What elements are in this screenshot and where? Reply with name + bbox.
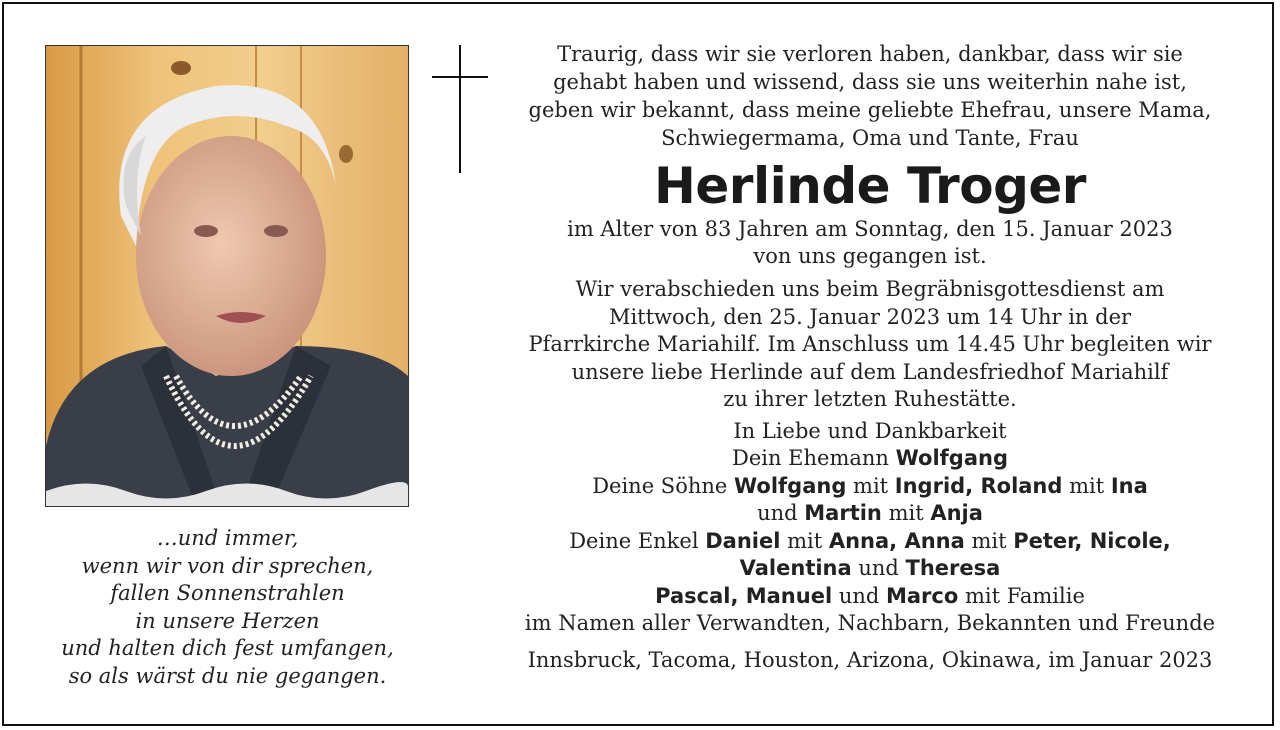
deceased-name: Herlinde Troger [654,157,1086,215]
portrait-photo [45,45,409,507]
service-line: Pfarrkirche Mariahilf. Im Anschluss um 14.45 Uhr begleiten wir [528,332,1212,356]
family-line [505,555,1235,583]
service-line: Wir verabschieden uns beim Begräbnisgottesdienst am [575,277,1165,301]
family-member-name: Wolfgang [895,446,1008,470]
family-member-name: Anna, Anna [828,528,965,553]
age-line: von uns gegangen ist. [753,244,987,268]
poem-line: …und immer, [156,526,299,550]
family-line [505,445,1235,473]
age-paragraph [505,216,1235,270]
poem-line: und halten dich fest umfangen, [61,636,394,660]
latin-cross-icon [432,45,490,173]
family-text: Dein Ehemann [732,446,896,470]
poem-line: fallen Sonnenstrahlen [110,581,345,605]
family-member-name: Anja [930,501,983,525]
family-member-name: Martin [804,501,882,525]
poem-line: in unsere Herzen [135,608,320,633]
family-text: mit [846,473,895,498]
family-text: mit [881,501,931,525]
family-signatures [505,418,1235,638]
family-line [505,473,1235,501]
obituary-text [505,40,1235,674]
family-text: und [757,501,805,525]
family-member-name: Wolfgang [734,473,847,498]
intro-line: Traurig, dass wir sie verloren haben, dankbar, dass wir sie [557,42,1183,66]
service-line: zu ihrer letzten Ruhestätte. [723,387,1017,411]
family-text: mit [1062,473,1111,498]
family-text: mit Familie [958,583,1085,608]
family-member-name: Ingrid, Roland [894,473,1063,498]
family-member-name: Daniel [705,528,781,553]
family-member-name: Pascal, Manuel [655,583,833,608]
family-text: und [832,583,886,608]
intro-line: gehabt haben und wissend, dass sie uns weiterhin nahe ist, [553,70,1187,94]
poem-line: wenn wir von dir sprechen, [81,553,374,578]
poem-line: so als wärst du nie gegangen. [68,663,387,688]
intro-paragraph [505,40,1235,152]
intro-line: geben wir bekannt, dass meine geliebte Ehefrau, unsere Mama, [528,98,1212,122]
family-member-name: Peter, Nicole, [1013,528,1171,553]
age-line: im Alter von 83 Jahren am Sonntag, den 15. Januar 2023 [567,217,1173,241]
family-member-name: Valentina [739,556,852,580]
family-line [505,583,1235,611]
family-text: Deine Söhne [592,473,734,498]
service-line: unsere liebe Herlinde auf dem Landesfriedhof Mariahilf [571,359,1169,384]
funeral-service-paragraph [505,276,1235,414]
family-member-name: Theresa [905,556,1001,580]
family-line [505,500,1235,528]
family-text: und [851,556,906,580]
family-text: Deine Enkel [569,528,706,553]
family-member-name: Marco [885,583,959,608]
service-line: Mittwoch, den 25. Januar 2023 um 14 Uhr in der [608,304,1132,329]
places-and-date: Innsbruck, Tacoma, Houston, Arizona, Okinawa, im Januar 2023 [527,647,1213,672]
intro-line: Schwiegermama, Oma und Tante, Frau [661,126,1079,150]
family-line [505,528,1235,556]
family-text: mit [780,528,829,553]
family-member-name: Ina [1110,473,1148,498]
family-text: mit [964,528,1014,553]
family-line: im Namen aller Verwandten, Nachbarn, Bekannten und Freunde [524,611,1216,635]
family-line: In Liebe und Dankbarkeit [733,418,1007,443]
memorial-poem [40,525,415,690]
